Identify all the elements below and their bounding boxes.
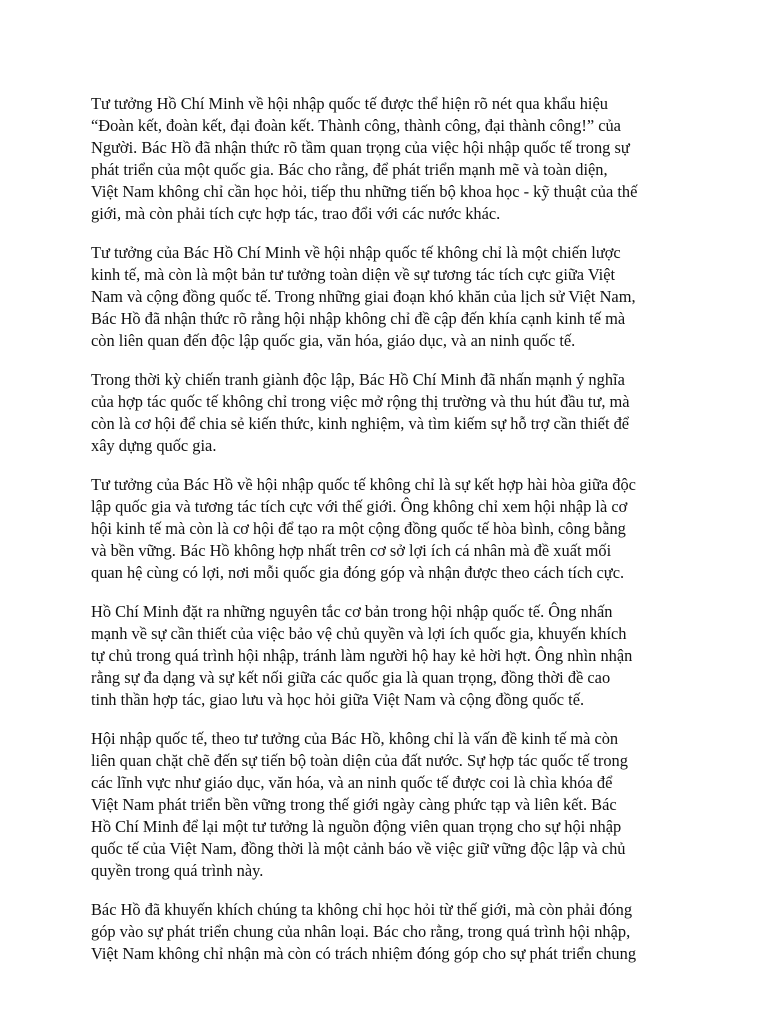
text-line: Việt Nam không chỉ nhận mà còn có trách nhiệm đóng góp cho sự phát triển chung [91,944,637,963]
text-line: rằng sự đa dạng và sự kết nối giữa các quốc gia là quan trọng, đồng thời đề cao [91,668,611,687]
text-line: Tư tưởng Hồ Chí Minh về hội nhập quốc tế được thể hiện rõ nét qua khẩu hiệu [91,94,608,113]
text-line: lập quốc gia và tương tác tích cực với thế giới. Ông không chỉ xem hội nhập là cơ [91,497,628,516]
paragraph-3 [91,369,686,457]
text-line: hội kinh tế mà còn là cơ hội để tạo ra một cộng đồng quốc tế hòa bình, công bằng [91,519,626,538]
text-line: kinh tế, mà còn là một bản tư tưởng toàn diện về sự tương tác tích cực giữa Việt [91,265,616,284]
text-line: Hội nhập quốc tế, theo tư tưởng của Bác Hồ, không chỉ là vấn đề kinh tế mà còn [91,729,619,748]
text-line: Bác Hồ đã nhận thức rõ rằng hội nhập không chỉ đề cập đến khía cạnh kinh tế mà [91,309,626,328]
text-line: “Đoàn kết, đoàn kết, đại đoàn kết. Thành công, thành công, đại thành công!” của [91,116,621,135]
text-line: liên quan chặt chẽ đến sự tiến bộ toàn diện của đất nước. Sự hợp tác quốc tế trong [91,751,628,770]
text-line: quan hệ cùng có lợi, nơi mỗi quốc gia đóng góp và nhận được theo cách tích cực. [91,563,625,582]
paragraph-5 [91,601,686,711]
text-line: phát triển của một quốc gia. Bác cho rằng, để phát triển mạnh mẽ và toàn diện, [91,160,608,179]
document-page [91,93,686,982]
text-line: Hồ Chí Minh đặt ra những nguyên tắc cơ bản trong hội nhập quốc tế. Ông nhấn [91,602,613,621]
paragraph-7 [91,899,686,965]
text-line: Hồ Chí Minh để lại một tư tưởng là nguồn động viên quan trọng cho sự hội nhập [91,817,622,836]
text-line: Việt Nam phát triển bền vững trong thế giới ngày càng phức tạp và liên kết. Bác [91,795,617,814]
text-line: xây dựng quốc gia. [91,436,217,455]
paragraph-6 [91,728,686,882]
text-line: còn liên quan đến độc lập quốc gia, văn hóa, giáo dục, và an ninh quốc tế. [91,331,576,350]
text-line: của hợp tác quốc tế không chỉ trong việc mở rộng thị trường và thu hút đầu tư, mà [91,392,630,411]
text-line: Tư tưởng của Bác Hồ về hội nhập quốc tế không chỉ là sự kết hợp hài hòa giữa độc [91,475,636,494]
text-line: mạnh về sự cần thiết của việc bảo vệ chủ quyền và lợi ích quốc gia, khuyến khích [91,624,627,643]
text-line: Người. Bác Hồ đã nhận thức rõ tầm quan trọng của việc hội nhập quốc tế trong sự [91,138,630,157]
text-line: Nam và cộng đồng quốc tế. Trong những giai đoạn khó khăn của lịch sử Việt Nam, [91,287,636,306]
text-line: Trong thời kỳ chiến tranh giành độc lập, Bác Hồ Chí Minh đã nhấn mạnh ý nghĩa [91,370,625,389]
paragraph-4 [91,474,686,584]
text-line: các lĩnh vực như giáo dục, văn hóa, và an ninh quốc tế được coi là chìa khóa để [91,773,613,792]
text-line: Bác Hồ đã khuyến khích chúng ta không chỉ học hỏi từ thế giới, mà còn phải đóng [91,900,633,919]
text-line: giới, mà còn phải tích cực hợp tác, trao đổi với các nước khác. [91,204,501,223]
text-line: còn là cơ hội để chia sẻ kiến thức, kinh nghiệm, và tìm kiếm sự hỗ trợ cần thiết để [91,414,630,433]
text-line: góp vào sự phát triển chung của nhân loại. Bác cho rằng, trong quá trình hội nhập, [91,922,631,941]
text-line: Tư tưởng của Bác Hồ Chí Minh về hội nhập quốc tế không chỉ là một chiến lược [91,243,621,262]
text-line: Việt Nam không chỉ cần học hỏi, tiếp thu những tiến bộ khoa học - kỹ thuật của thế [91,182,638,201]
text-line: và bền vững. Bác Hồ không hợp nhất trên cơ sở lợi ích cá nhân mà đề xuất mối [91,541,612,560]
paragraph-2 [91,242,686,352]
text-line: tinh thần hợp tác, giao lưu và học hỏi giữa Việt Nam và cộng đồng quốc tế. [91,690,585,709]
text-line: quyền trong quá trình này. [91,861,264,880]
text-line: quốc tế của Việt Nam, đồng thời là một cảnh báo về việc giữ vững độc lập và chủ [91,839,626,858]
paragraph-1 [91,93,686,225]
text-line: tự chủ trong quá trình hội nhập, tránh làm người hộ hay kẻ hời hợt. Ông nhìn nhận [91,646,633,665]
